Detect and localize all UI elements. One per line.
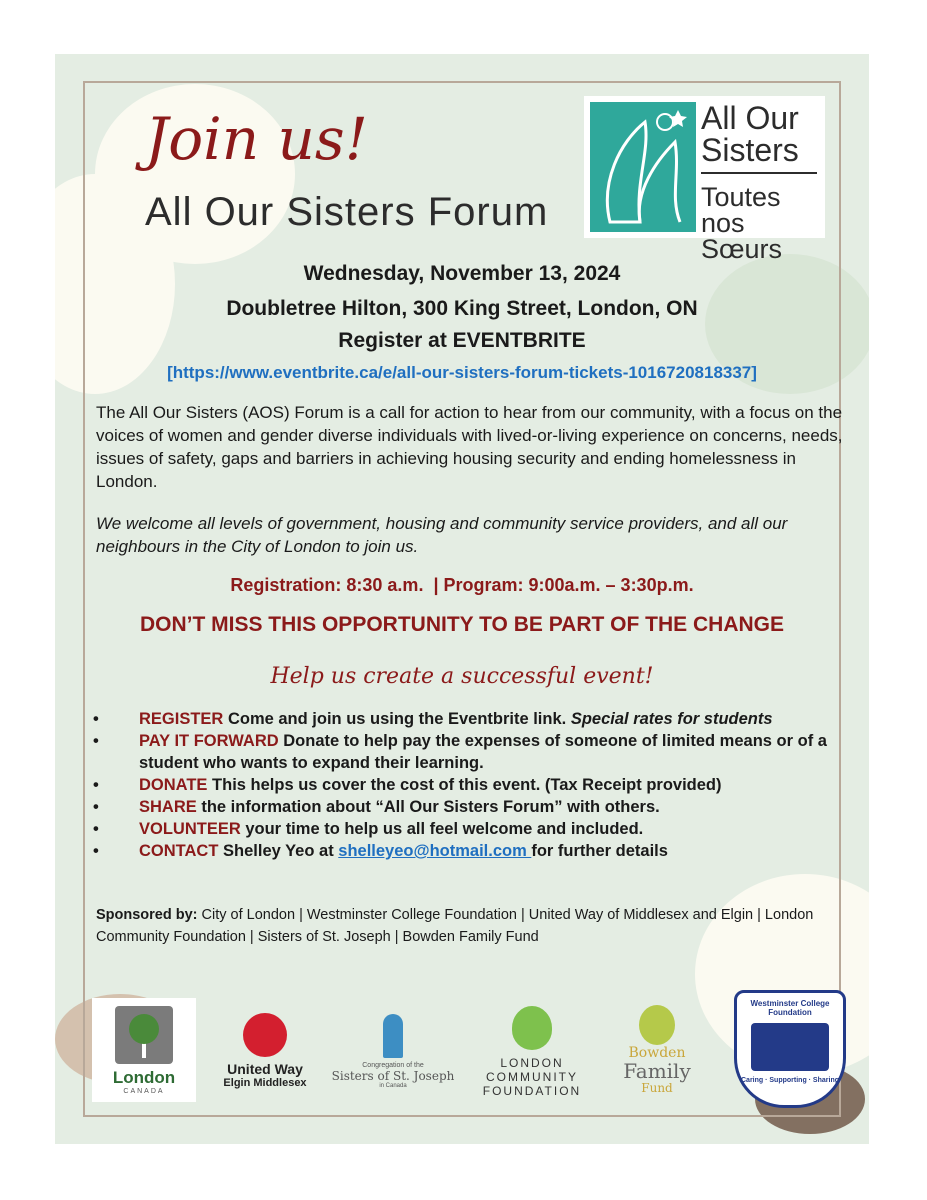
logo-text: London (112, 1067, 176, 1087)
sisters-faces-icon (590, 102, 696, 232)
list-item (93, 818, 853, 840)
sponsor-list (96, 904, 836, 948)
crest-title: Westminster College Foundation (750, 999, 830, 1017)
logo-french-text (701, 184, 825, 262)
item-text: for further details (531, 842, 668, 860)
united-way-icon (243, 1013, 287, 1057)
logo-text: LONDON (500, 1056, 564, 1070)
item-text: your time to help us all feel welcome and included. (240, 820, 644, 838)
keyword: VOLUNTEER (139, 820, 241, 838)
logo-text: Bowden (628, 1045, 686, 1061)
logo-line: All Our (701, 100, 799, 136)
list-item (93, 774, 853, 796)
logo-subtext: Elgin Middlesex (223, 1077, 307, 1089)
leaf-icon (512, 1006, 552, 1050)
united-way-logo (210, 1006, 320, 1096)
schedule-times: Registration: 8:30 a.m. | Program: 9:00a.m. – 3:30p.m. (230, 575, 694, 595)
keyword: PAY IT FORWARD (139, 732, 279, 750)
logo-subtext: CANADA (123, 1087, 165, 1095)
logo-text: Sisters of St. Joseph (331, 1068, 455, 1083)
sponsor-names: City of London | Westminster College Foundation | United Way of Middlesex and Elgin | London Community Foundation | Sisters of St. Joseph | Bowden Family Fund (96, 907, 814, 945)
crest-motto: Caring · Supporting · Sharing (741, 1077, 839, 1084)
welcome-statement: We welcome all levels of government, housing and community service providers, and all our neighbours in the City of London to join us. (96, 514, 788, 556)
item-note: Special rates for students (570, 710, 773, 728)
list-item (93, 708, 853, 730)
list-item (93, 840, 853, 862)
action-list (93, 708, 853, 862)
tree-icon (639, 1005, 675, 1045)
tree-icon (115, 1006, 173, 1064)
logo-line: Sœurs (701, 234, 782, 264)
contact-email-link[interactable]: shelleyeo@hotmail.com (338, 842, 532, 860)
flame-icon (383, 1014, 403, 1058)
sisters-of-st-joseph-logo (326, 1006, 460, 1096)
logo-line: Toutes nos (701, 182, 781, 238)
logo-subtext: in Canada (379, 1082, 407, 1089)
sponsor-logos (92, 990, 852, 1110)
item-text: This helps us cover the cost of this event. (Tax Receipt provided) (207, 776, 722, 794)
item-text: the information about “All Our Sisters Forum” with others. (196, 798, 660, 816)
item-text: Shelley Yeo at (218, 842, 339, 860)
sponsor-label: Sponsored by: (96, 907, 198, 923)
westminster-college-crest (734, 990, 846, 1108)
london-community-foundation-logo (470, 996, 594, 1108)
keyword: DONATE (139, 776, 208, 794)
crest-emblem-icon (751, 1023, 829, 1071)
all-our-sisters-logo (584, 96, 825, 264)
logo-line: Sisters (701, 132, 799, 168)
item-text: Come and join us using the Eventbrite link. (223, 710, 571, 728)
event-date: Wednesday, November 13, 2024 (303, 262, 621, 285)
forum-title: All Our Sisters Forum (145, 190, 549, 234)
list-item (93, 730, 853, 774)
logo-text: Fund (641, 1081, 673, 1095)
logo-text: United Way (227, 1061, 303, 1077)
callout-heading: DON’T MISS THIS OPPORTUNITY TO BE PART OF THE CHANGE (139, 613, 785, 636)
list-item (93, 796, 853, 818)
keyword: SHARE (139, 798, 197, 816)
bowden-family-fund-logo (597, 1000, 717, 1100)
join-us-heading: Join us! (145, 105, 368, 173)
logo-text: FOUNDATION (482, 1084, 582, 1098)
logo-divider (701, 172, 817, 174)
item-text: Donate to help pay the expenses of someone of limited means or of a student who wants to expand their learning. (139, 732, 827, 772)
logo-text: COMMUNITY (486, 1070, 578, 1084)
city-of-london-logo (92, 998, 196, 1102)
event-venue: Doubletree Hilton, 300 King Street, London, ON (226, 297, 698, 320)
keyword: REGISTER (139, 710, 224, 728)
logo-english-text (701, 102, 799, 166)
logo-text: Family (623, 1059, 691, 1083)
eventbrite-link[interactable]: [https://www.eventbrite.ca/e/all-our-sisters-forum-tickets-1016720818337] (167, 363, 757, 382)
forum-description: The All Our Sisters (AOS) Forum is a call for action to hear from our community, with a focus on the voices of women and gender diverse individuals with lived-or-living experience on concerns, needs, issues of safety, gaps and barriers in achieving housing security and ending homelessness in London. (96, 403, 843, 491)
keyword: CONTACT (139, 842, 219, 860)
logo-subtext: Congregation of the (362, 1061, 424, 1069)
register-heading: Register at EVENTBRITE (338, 329, 586, 352)
help-us-heading: Help us create a successful event! (270, 664, 654, 689)
